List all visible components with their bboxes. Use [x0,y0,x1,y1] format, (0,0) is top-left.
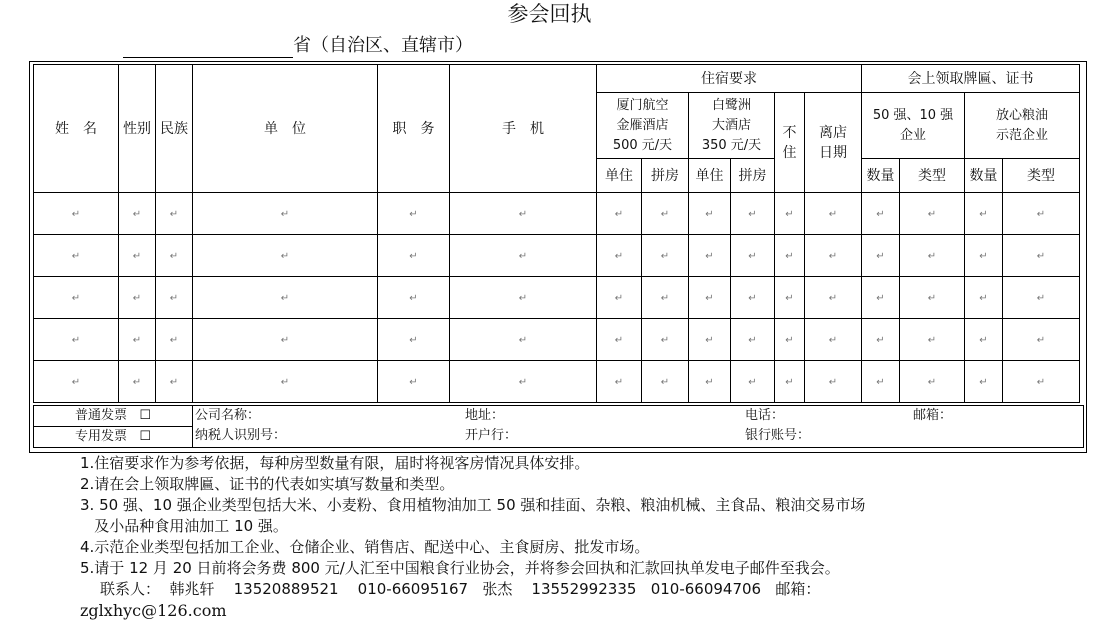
header-hotel-xiamen-air [597,93,689,159]
paragraph-mark-icon: ↵ [748,292,757,304]
paragraph-mark-icon: ↵ [660,250,670,262]
paragraph-mark-icon: ↵ [705,334,714,346]
paragraph-mark-icon: ↵ [876,376,885,388]
paragraph-mark-icon: ↵ [828,334,838,346]
entry-cell[interactable] [378,235,450,277]
paragraph-mark-icon: ↵ [132,334,142,346]
entry-cell[interactable] [731,193,775,235]
entry-cell[interactable] [900,193,965,235]
paragraph-mark-icon: ↵ [927,376,937,388]
entry-cell[interactable] [775,361,805,403]
entry-cell[interactable] [156,193,193,235]
registration-table [33,64,1080,403]
paragraph-mark-icon: ↵ [828,376,838,388]
header-hotel2-single: 单住 [689,159,731,193]
hotel1-price: 500 元/天 [612,137,673,153]
entry-cell[interactable] [862,235,900,277]
paragraph-mark-icon: ↵ [748,376,757,388]
paragraph-mark-icon: ↵ [280,292,290,304]
hotel2-line1: 白鹭洲 [711,97,751,113]
paragraph-mark-icon: ↵ [785,250,794,262]
paragraph-mark-icon: ↵ [705,292,714,304]
entry-cell[interactable] [1003,235,1080,277]
hotel1-line1: 厦门航空 [616,97,669,113]
paragraph-mark-icon: ↵ [1036,250,1046,262]
paragraph-mark-icon: ↵ [979,376,988,388]
entry-cell[interactable] [156,361,193,403]
entry-cell[interactable] [805,277,862,319]
entry-cell[interactable] [689,319,731,361]
entry-cell[interactable] [193,361,378,403]
entry-cell[interactable] [156,277,193,319]
paragraph-mark-icon: ↵ [748,208,757,220]
company-name-label: 公司名称： [195,408,261,423]
no-stay-line2: 住 [782,144,797,161]
invoice-table [33,405,1084,448]
paragraph-mark-icon: ↵ [280,376,290,388]
hotel1-line2: 金雁酒店 [616,117,669,133]
header-top50 [862,93,965,159]
paragraph-mark-icon: ↵ [409,208,418,220]
account-label: 银行账号： [745,428,811,443]
paragraph-mark-icon: ↵ [1036,334,1046,346]
entry-cell[interactable] [965,277,1003,319]
note-4: 4.示范企业类型包括加工企业、仓储企业、销售店、配送中心、主食厨房、批发市场。 [80,538,650,556]
entry-cell[interactable] [193,277,378,319]
header-grain-qty: 数量 [965,159,1003,193]
paragraph-mark-icon: ↵ [71,292,81,304]
entry-cell[interactable] [775,319,805,361]
entry-cell[interactable] [805,361,862,403]
entry-cell[interactable] [642,235,689,277]
contact-email[interactable]: zglxhyc@126.com [80,601,227,620]
header-ethnicity: 民族 [156,65,193,193]
entry-cell[interactable] [34,319,119,361]
paragraph-mark-icon: ↵ [660,376,670,388]
no-stay-line1: 不 [782,124,797,141]
entry-cell[interactable] [689,361,731,403]
note-5: 5.请于 12 月 20 日前将会务费 800 元/人汇至中国粮食行业协会，并将参会回执和汇款回执单发电子邮件至我会。 [80,559,840,577]
paragraph-mark-icon: ↵ [1036,208,1046,220]
paragraph-mark-icon: ↵ [280,250,290,262]
entry-cell[interactable] [689,277,731,319]
invoice-normal-checkbox[interactable]: ☐ [139,408,152,423]
header-gender: 性别 [119,65,156,193]
entry-cell[interactable] [119,235,156,277]
invoice-normal-label: 普通发票 [74,408,127,423]
paragraph-mark-icon: ↵ [1036,376,1046,388]
paragraph-mark-icon: ↵ [785,376,794,388]
header-hotel2-share: 拼房 [731,159,775,193]
entry-cell[interactable] [642,319,689,361]
entry-cell[interactable] [731,235,775,277]
entry-cell[interactable] [378,277,450,319]
paragraph-mark-icon: ↵ [660,334,670,346]
header-name: 姓 名 [34,65,119,193]
entry-cell[interactable] [1003,277,1080,319]
paragraph-mark-icon: ↵ [132,376,142,388]
entry-cell[interactable] [34,277,119,319]
hotel2-price: 350 元/天 [701,137,762,153]
top50-line2: 企业 [899,127,926,143]
paragraph-mark-icon: ↵ [132,292,142,304]
invoice-normal[interactable] [34,406,193,427]
paragraph-mark-icon: ↵ [409,292,418,304]
header-unit: 单 位 [193,65,378,193]
entry-cell[interactable] [731,361,775,403]
entry-cell[interactable] [119,277,156,319]
leave-line1: 离店 [819,124,847,141]
entry-cell[interactable] [34,235,119,277]
paragraph-mark-icon: ↵ [409,250,418,262]
header-top50-qty: 数量 [862,159,900,193]
entry-cell[interactable] [805,193,862,235]
entry-cell[interactable] [119,361,156,403]
entry-cell[interactable] [775,235,805,277]
paragraph-mark-icon: ↵ [828,250,838,262]
entry-cell[interactable] [900,361,965,403]
paragraph-mark-icon: ↵ [71,376,81,388]
header-leave-date [805,93,862,193]
paragraph-mark-icon: ↵ [518,334,528,346]
paragraph-mark-icon: ↵ [876,334,885,346]
paragraph-mark-icon: ↵ [132,250,142,262]
header-hotel1-share: 拼房 [642,159,689,193]
entry-cell[interactable] [805,235,862,277]
header-position: 职 务 [378,65,450,193]
province-label: 省（自治区、直辖市） [293,35,473,56]
paragraph-mark-icon: ↵ [876,292,885,304]
paragraph-mark-icon: ↵ [828,292,838,304]
paragraph-mark-icon: ↵ [660,292,670,304]
header-hotel1-single: 单住 [597,159,642,193]
entry-cell[interactable] [642,277,689,319]
note-1: 1.住宿要求作为参考依据，每种房型数量有限，届时将视客房情况具体安排。 [80,454,590,472]
entry-cell[interactable] [805,319,862,361]
entry-cell[interactable] [862,361,900,403]
paragraph-mark-icon: ↵ [1036,292,1046,304]
phone-label: 电话： [745,408,785,423]
paragraph-mark-icon: ↵ [705,208,714,220]
entry-cell[interactable] [156,319,193,361]
entry-cell[interactable] [378,361,450,403]
paragraph-mark-icon: ↵ [169,334,179,346]
paragraph-mark-icon: ↵ [828,208,838,220]
paragraph-mark-icon: ↵ [748,334,757,346]
grain-line2: 示范企业 [995,127,1048,143]
entry-cell[interactable] [597,277,642,319]
entry-cell[interactable] [965,319,1003,361]
paragraph-mark-icon: ↵ [614,334,624,346]
entry-row [34,319,1080,361]
note-2: 2.请在会上领取牌匾、证书的代表如实填写数量和类型。 [80,475,455,493]
notes [80,453,1080,600]
address-label: 地址： [465,408,505,423]
invoice-details [193,406,1084,448]
entry-cell[interactable] [900,277,965,319]
paragraph-mark-icon: ↵ [979,208,988,220]
entry-cell[interactable] [900,235,965,277]
header-grain-type: 类型 [1003,159,1080,193]
bank-label: 开户行： [465,428,518,443]
entry-cell[interactable] [450,193,597,235]
entry-cell[interactable] [597,319,642,361]
paragraph-mark-icon: ↵ [705,250,714,262]
entry-cell[interactable] [119,319,156,361]
paragraph-mark-icon: ↵ [748,250,757,262]
paragraph-mark-icon: ↵ [979,334,988,346]
paragraph-mark-icon: ↵ [518,376,528,388]
entry-cell[interactable] [862,277,900,319]
email-label: 邮箱： [913,408,953,423]
entry-cell[interactable] [193,235,378,277]
paragraph-mark-icon: ↵ [518,292,528,304]
entry-cell[interactable] [689,235,731,277]
top50-line1: 50 强、10 强 [872,107,954,123]
entry-cell[interactable] [156,235,193,277]
paragraph-mark-icon: ↵ [71,334,81,346]
entry-cell[interactable] [1003,361,1080,403]
province-field [123,34,473,58]
paragraph-mark-icon: ↵ [169,292,179,304]
paragraph-mark-icon: ↵ [518,208,528,220]
invoice-special-label: 专用发票 [74,429,127,444]
entry-cell[interactable] [731,277,775,319]
paragraph-mark-icon: ↵ [280,334,290,346]
paragraph-mark-icon: ↵ [614,292,624,304]
entry-cell[interactable] [862,193,900,235]
paragraph-mark-icon: ↵ [785,208,794,220]
paragraph-mark-icon: ↵ [614,208,624,220]
grain-line1: 放心粮油 [995,107,1048,123]
form-title: 参会回执 [507,2,592,26]
paragraph-mark-icon: ↵ [518,250,528,262]
tax-id-label: 纳税人识别号： [195,428,287,443]
entry-cell[interactable] [450,319,597,361]
paragraph-mark-icon: ↵ [71,208,81,220]
hotel2-line2: 大酒店 [711,117,751,133]
entry-cell[interactable] [597,361,642,403]
leave-line2: 日期 [819,144,847,161]
paragraph-mark-icon: ↵ [660,208,670,220]
entry-row [34,361,1080,403]
paragraph-mark-icon: ↵ [614,376,624,388]
entry-cell[interactable] [900,319,965,361]
paragraph-mark-icon: ↵ [927,250,937,262]
header-grain-demo [965,93,1080,159]
header-hotel-bailuzhou [689,93,775,159]
entry-row [34,277,1080,319]
entry-row [34,193,1080,235]
paragraph-mark-icon: ↵ [979,292,988,304]
province-blank[interactable] [123,39,293,58]
header-no-stay [775,93,805,193]
entry-row [34,235,1080,277]
paragraph-mark-icon: ↵ [71,250,81,262]
entry-cell[interactable] [775,193,805,235]
entry-cell[interactable] [965,235,1003,277]
entry-cell[interactable] [731,319,775,361]
paragraph-mark-icon: ↵ [785,292,794,304]
paragraph-mark-icon: ↵ [876,250,885,262]
entry-cell[interactable] [450,235,597,277]
paragraph-mark-icon: ↵ [785,334,794,346]
entry-cell[interactable] [642,193,689,235]
contact-line: 联系人： 韩兆轩 13520889521 010-66095167 张杰 13552992335 010-66094706 邮箱： [100,580,821,598]
paragraph-mark-icon: ↵ [927,334,937,346]
entry-cell[interactable] [689,193,731,235]
entry-cell[interactable] [193,193,378,235]
entry-cell[interactable] [450,361,597,403]
note-3-cont: 及小品种食用油加工 10 强。 [80,517,288,535]
paragraph-mark-icon: ↵ [614,250,624,262]
paragraph-mark-icon: ↵ [927,208,937,220]
paragraph-mark-icon: ↵ [280,208,290,220]
entry-cell[interactable] [862,319,900,361]
entry-cell[interactable] [965,361,1003,403]
entry-cell[interactable] [1003,319,1080,361]
note-3: 3. 50 强、10 强企业类型包括大米、小麦粉、食用植物油加工 50 强和挂面、杂粮、粮油机械、主食品、粮油交易市场 [80,496,866,514]
header-award: 会上领取牌匾、证书 [862,65,1080,93]
header-top50-type: 类型 [900,159,965,193]
entry-cell[interactable] [378,193,450,235]
entry-cell[interactable] [34,193,119,235]
invoice-special-checkbox[interactable]: ☐ [139,429,152,444]
paragraph-mark-icon: ↵ [876,208,885,220]
entry-cell[interactable] [965,193,1003,235]
paragraph-mark-icon: ↵ [927,292,937,304]
paragraph-mark-icon: ↵ [409,376,418,388]
paragraph-mark-icon: ↵ [169,250,179,262]
entry-cell[interactable] [34,361,119,403]
blank-rows [34,193,1080,403]
paragraph-mark-icon: ↵ [132,208,142,220]
header-lodging: 住宿要求 [597,65,862,93]
invoice-special[interactable] [34,427,193,448]
entry-cell[interactable] [193,319,378,361]
paragraph-mark-icon: ↵ [169,208,179,220]
entry-cell[interactable] [1003,193,1080,235]
paragraph-mark-icon: ↵ [705,376,714,388]
entry-cell[interactable] [642,361,689,403]
entry-cell[interactable] [597,235,642,277]
paragraph-mark-icon: ↵ [979,250,988,262]
header-phone: 手 机 [450,65,597,193]
entry-cell[interactable] [378,319,450,361]
entry-cell[interactable] [450,277,597,319]
entry-cell[interactable] [119,193,156,235]
paragraph-mark-icon: ↵ [409,334,418,346]
entry-cell[interactable] [597,193,642,235]
paragraph-mark-icon: ↵ [169,376,179,388]
entry-cell[interactable] [775,277,805,319]
